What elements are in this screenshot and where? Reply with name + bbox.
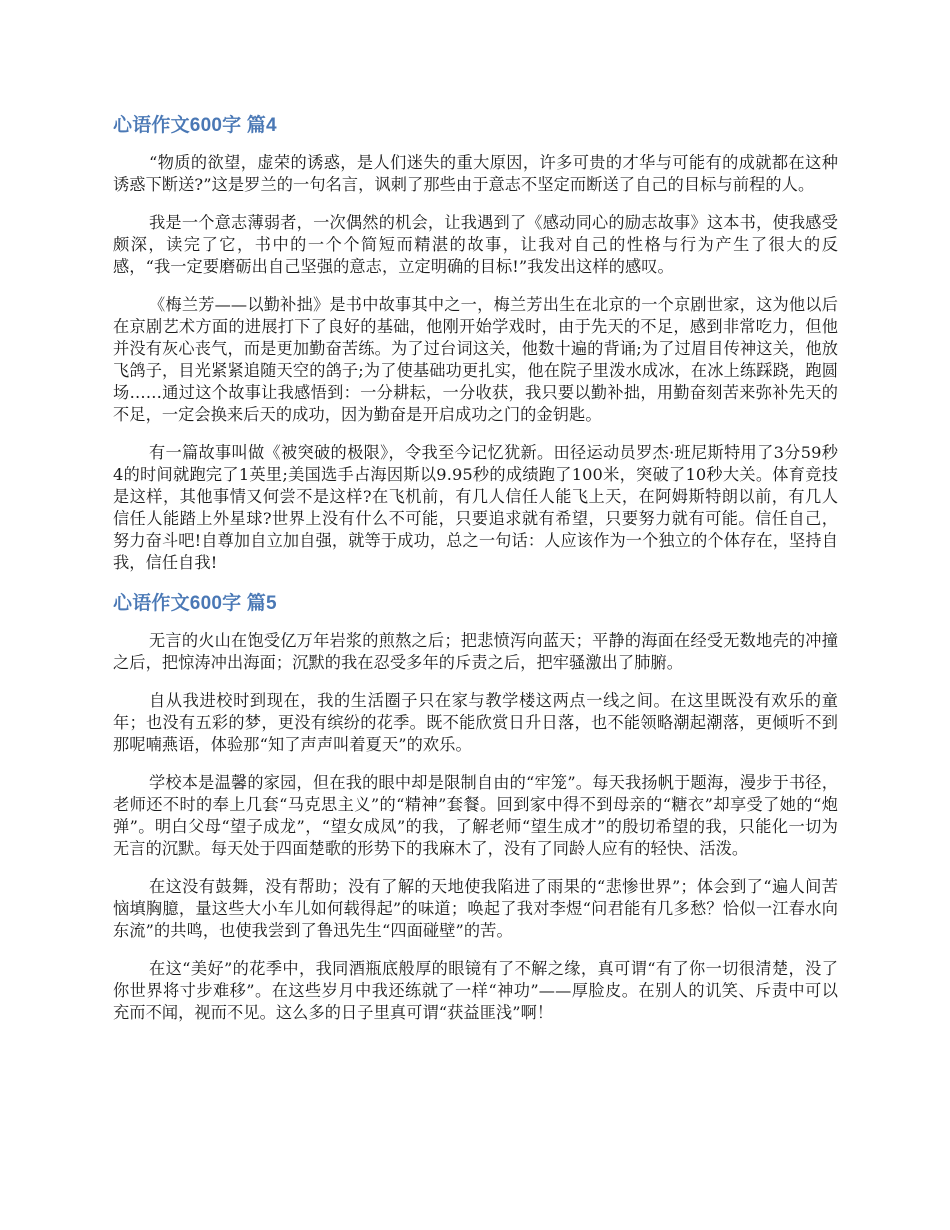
paragraph: 《梅兰芳——以勤补拙》是书中故事其中之一，梅兰芳出生在北京的一个京剧世家，这为他以后在京剧艺术方面的进展打下了良好的基础，他刚开始学戏时，由于先天的不足，感到非常吃力，但他并没有灰心丧气，而是更加勤奋苦练。为了过台词这关，他数十遍的背诵;为了过眉目传神这关，他放飞鸽子，目光紧紧追随天空的鸽子;为了使基础功更扎实，他在院子里泼水成冰，在冰上练踩跷，跑圆场……通过这个故事让我感悟到：一分耕耘，一分收获，我只要以勤补拙，用勤奋刻苦来弥补先天的不足，一定会换来后天的成功，因为勤奋是开启成功之门的金钥匙。	[113, 295, 838, 424]
paragraph: “物质的欲望，虚荣的诱惑，是人们迷失的重大原因，许多可贵的才华与可能有的成就都在这种诱惑下断送?”这是罗兰的一句名言，讽刺了那些由于意志不坚定而断送了自己的目标与前程的人。	[113, 153, 838, 194]
paragraph: 学校本是温馨的家园，但在我的眼中却是限制自由的“牢笼”。每天我扬帆于题海，漫步于书径，老师还不时的奉上几套“马克思主义”的“精神”套餐。回到家中得不到母亲的“糖衣”却享受了她的“炮弹”。明白父母“望子成龙”，“望女成凤”的我，了解老师“望生成才”的殷切希望的我，只能化一切为无言的沉默。每天处于四面楚歌的形势下的我麻木了，没有了同龄人应有的轻快、活泼。	[113, 773, 838, 858]
paragraph: 在这没有鼓舞，没有帮助；没有了解的天地使我陷进了雨果的“悲惨世界”；体会到了“遍人间苦恼填胸臆，量这些大小车儿如何载得起”的味道；唤起了我对李煜“问君能有几多愁？恰似一江春水向东流”的共鸣，也使我尝到了鲁迅先生“四面碰壁”的苦。	[113, 877, 838, 940]
essay-section-4	[113, 112, 838, 574]
document-page	[113, 112, 838, 1040]
section-title: 心语作文600字 篇5	[113, 593, 277, 614]
paragraph: 无言的火山在饱受亿万年岩浆的煎熬之后；把悲愤泻向蓝天；平静的海面在经受无数地壳的冲撞之后，把惊涛冲出海面；沉默的我在忍受多年的斥责之后，把牢骚激出了肺腑。	[113, 631, 838, 672]
paragraph: 我是一个意志薄弱者，一次偶然的机会，让我遇到了《感动同心的励志故事》这本书，使我感受颇深，读完了它，书中的一个个简短而精湛的故事，让我对自己的性格与行为产生了很大的反感，“我一定要磨砺出自己坚强的意志，立定明确的目标!”我发出这样的感叹。	[113, 213, 838, 276]
paragraph: 自从我进校时到现在，我的生活圈子只在家与教学楼这两点一线之间。在这里既没有欢乐的童年；也没有五彩的梦，更没有缤纷的花季。既不能欣赏日升日落，也不能领略潮起潮落，更倾听不到那呢喃燕语，体验那“知了声声叫着夏天”的欢乐。	[113, 691, 838, 754]
section-title: 心语作文600字 篇4	[113, 115, 277, 136]
paragraph: 在这“美好”的花季中，我同酒瓶底般厚的眼镜有了不解之缘，真可谓“有了你一切很清楚，没了你世界将寸步难移”。在这些岁月中我还练就了一样“神功”——厚脸皮。在别人的讥笑、斥责中可以充而不闻，视而不见。这么多的日子里真可谓“获益匪浅”啊！	[113, 959, 838, 1022]
essay-section-5	[113, 590, 838, 1024]
paragraph: 有一篇故事叫做《被突破的极限》，令我至今记忆犹新。田径运动员罗杰·班尼斯特用了3分59秒4的时间就跑完了1英里;美国选手占海因斯以9.95秒的成绩跑了100米，突破了10秒大关。体育竞技是这样，其他事情又何尝不是这样?在飞机前，有几人信任人能飞上天，在阿姆斯特朗以前，有几人信任人能踏上外星球?世界上没有什么不可能，只要追求就有希望，只要努力就有可能。信任自己，努力奋斗吧!自尊加自立加自强，就等于成功，总之一句话：人应该作为一个独立的个体存在，坚持自我，信任自我!	[113, 443, 838, 572]
